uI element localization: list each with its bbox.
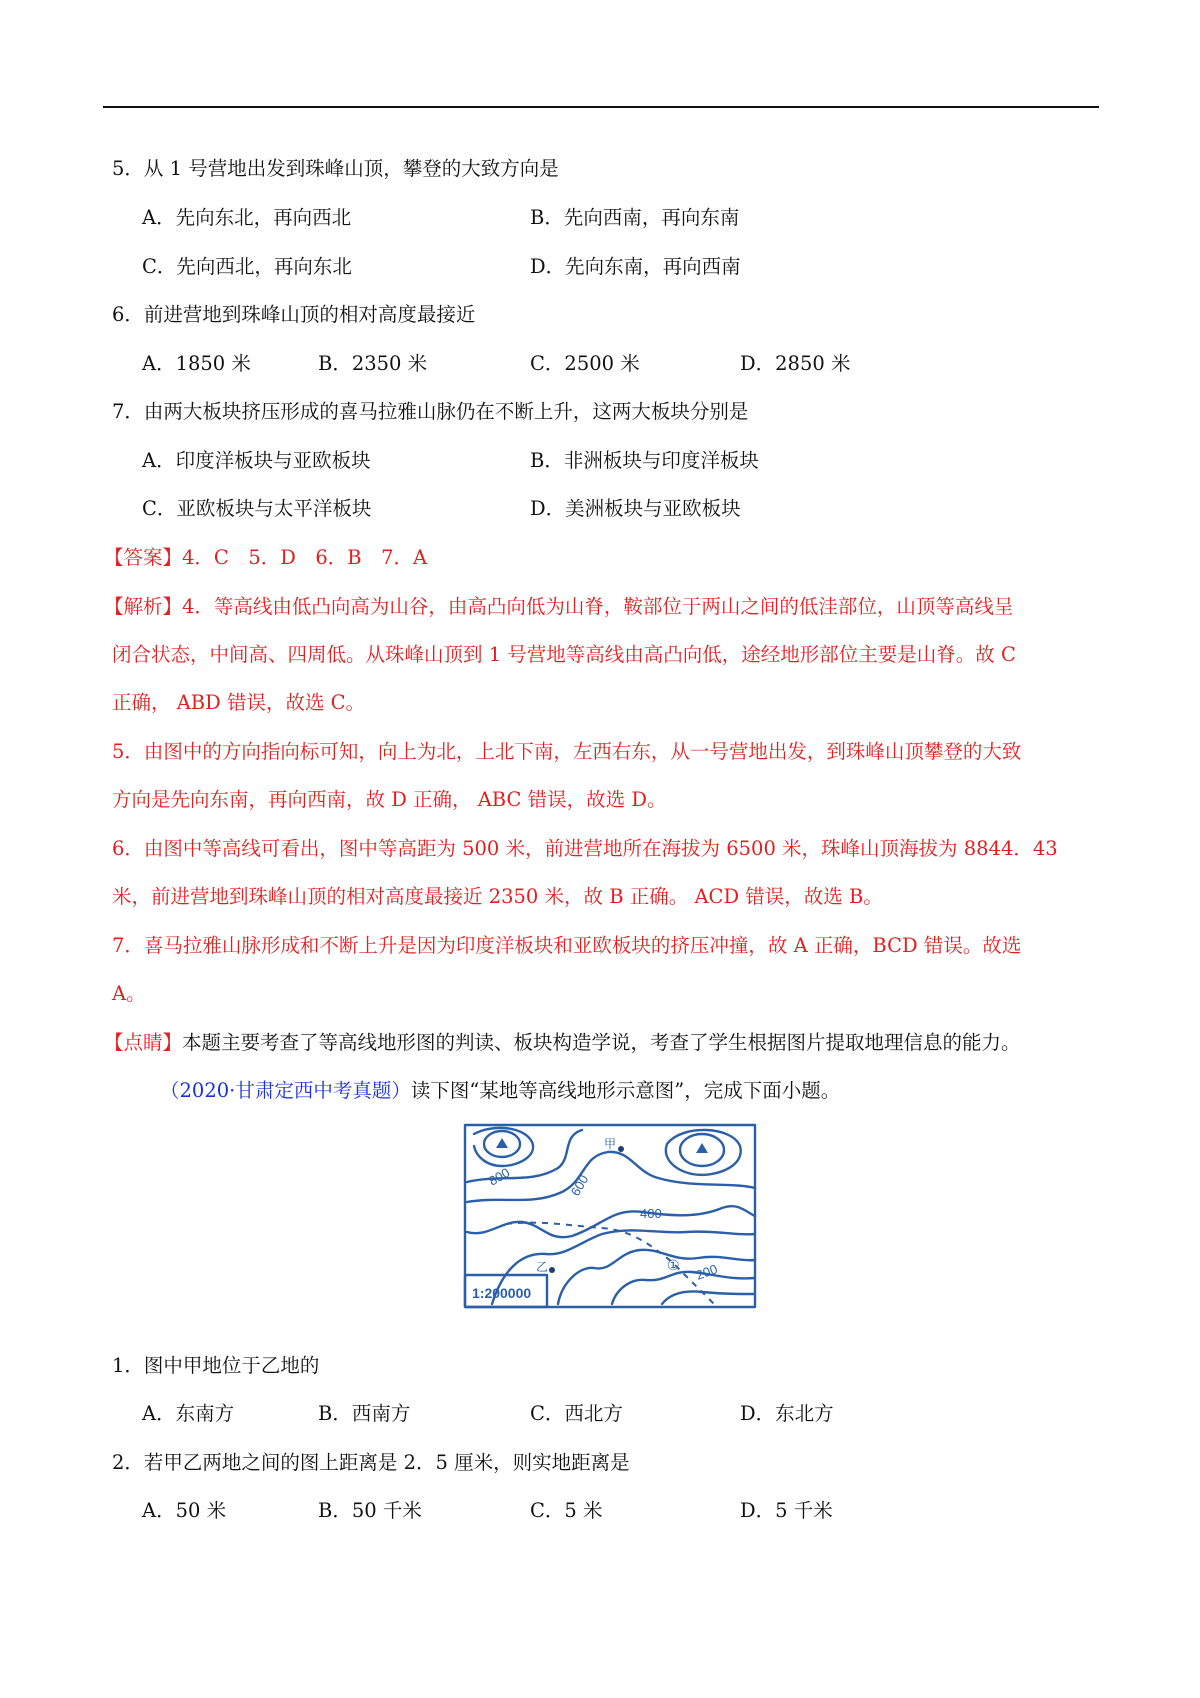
option-a: A．1850 米 xyxy=(142,352,251,375)
option-c: C．2500 米 xyxy=(530,352,640,375)
contour-label-600: 600 xyxy=(567,1172,592,1199)
analysis-text: 4．等高线由低凸向高为山谷，由高凸向低为山脊，鞍部位于两山之间的低洼部位，山顶等高线呈 xyxy=(182,595,1014,618)
scale-label: 1:200000 xyxy=(472,1285,532,1301)
option-b: B．50 千米 xyxy=(318,1499,422,1522)
analysis-line-9: A。 xyxy=(112,982,146,1005)
map-intro xyxy=(160,1078,840,1104)
intro-text: 读下图“某地等高线地形示意图”，完成下面小题。 xyxy=(410,1079,841,1102)
comment-line xyxy=(104,1030,1021,1056)
option-b: B．先向西南，再向东南 xyxy=(530,206,740,229)
summit-triangle-icon xyxy=(696,1143,708,1153)
analysis-line-5: 方向是先向东南，再向西南，故 D 正确， ABC 错误，故选 D。 xyxy=(112,788,667,811)
option-b: B．非洲板块与印度洋板块 xyxy=(530,449,759,472)
option-c: C．亚欧板块与太平洋板块 xyxy=(142,497,372,520)
contour-label-400: 400 xyxy=(640,1206,662,1221)
option-a: A．先向东北，再向西北 xyxy=(142,206,352,229)
analysis-line-8: 7．喜马拉雅山脉形成和不断上升是因为印度洋板块和亚欧板块的挤压冲撞，故 A 正确，BCD 错误。故选 xyxy=(112,934,1022,957)
option-b: B．2350 米 xyxy=(318,352,428,375)
analysis-tag: 【解析】 xyxy=(104,595,183,618)
analysis-line-7: 米，前进营地到珠峰山顶的相对高度最接近 2350 米，故 B 正确。 ACD 错误，故选 B。 xyxy=(112,885,883,908)
header-rule xyxy=(103,106,1099,108)
point-jia-dot xyxy=(618,1146,624,1152)
answer-line xyxy=(104,545,427,571)
option-d: D．2850 米 xyxy=(740,352,851,375)
summit-triangle-icon xyxy=(496,1138,508,1148)
option-d: D．东北方 xyxy=(740,1402,834,1425)
question-2-stem: 2．若甲乙两地之间的图上距离是 2．5 厘米，则实地距离是 xyxy=(112,1451,630,1474)
option-a: A．50 米 xyxy=(142,1499,227,1522)
label-marker-1: ① xyxy=(667,1257,680,1273)
option-c: C．5 米 xyxy=(530,1499,603,1522)
source-tag: （2020·甘肃定西中考真题） xyxy=(160,1079,411,1102)
analysis-line-6: 6．由图中等高线可看出，图中等高距为 500 米，前进营地所在海拔为 6500 米，珠峰山顶海拔为 8844．43 xyxy=(112,837,1058,860)
analysis-line-1 xyxy=(104,594,1013,620)
option-d: D．5 千米 xyxy=(740,1499,833,1522)
question-1-stem: 1．图中甲地位于乙地的 xyxy=(112,1354,320,1377)
point-yi-dot xyxy=(549,1267,555,1273)
answer-tag: 【答案】 xyxy=(104,546,183,569)
option-c: C．西北方 xyxy=(530,1402,623,1425)
answer-text: 4．C 5．D 6．B 7．A xyxy=(182,546,428,569)
analysis-line-4: 5．由图中的方向指向标可知，向上为北，上北下南，左西右东，从一号营地出发，到珠峰山顶攀登的大致 xyxy=(112,740,1022,763)
option-d: D．美洲板块与亚欧板块 xyxy=(530,497,741,520)
question-7-stem: 7．由两大板块挤压形成的喜马拉雅山脉仍在不断上升，这两大板块分别是 xyxy=(112,400,749,423)
label-yi: 乙 xyxy=(536,1260,549,1274)
option-a: A．东南方 xyxy=(142,1402,235,1425)
option-d: D．先向东南，再向西南 xyxy=(530,255,741,278)
contour-label-800: 800 xyxy=(486,1164,513,1189)
label-jia: 甲 xyxy=(604,1137,617,1151)
contour-label-200: 200 xyxy=(693,1261,720,1283)
contour-map xyxy=(462,1122,758,1310)
analysis-line-2: 闭合状态，中间高、四周低。从珠峰山顶到 1 号营地等高线由高凸向低，途经地形部位主要是山脊。故 C xyxy=(112,643,1016,666)
option-b: B．西南方 xyxy=(318,1402,411,1425)
option-c: C．先向西北，再向东北 xyxy=(142,255,352,278)
comment-tag: 【点睛】 xyxy=(104,1031,183,1054)
analysis-line-3: 正确， ABD 错误，故选 C。 xyxy=(112,691,366,714)
comment-text: 本题主要考查了等高线地形图的判读、板块构造学说，考查了学生根据图片提取地理信息的能力。 xyxy=(182,1031,1021,1054)
question-5-stem: 5．从 1 号营地出发到珠峰山顶，攀登的大致方向是 xyxy=(112,157,559,180)
option-a: A．印度洋板块与亚欧板块 xyxy=(142,449,371,472)
question-6-stem: 6．前进营地到珠峰山顶的相对高度最接近 xyxy=(112,303,476,326)
